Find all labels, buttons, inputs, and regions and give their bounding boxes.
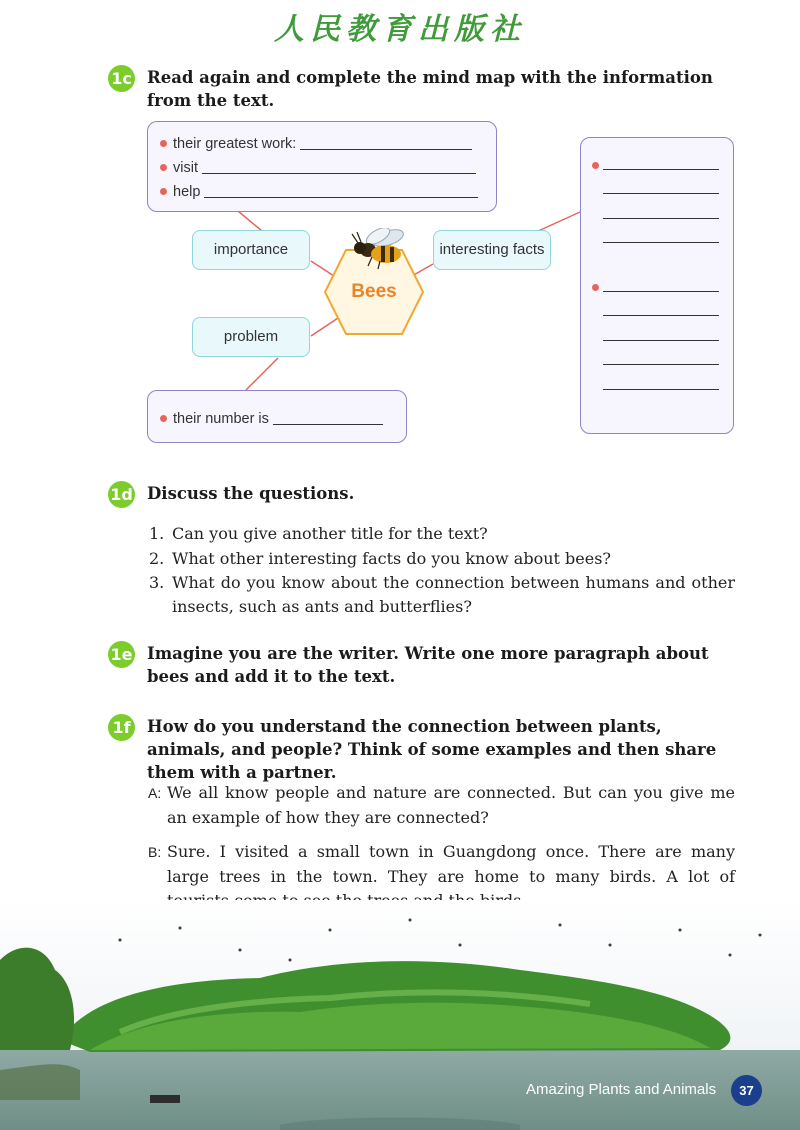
page-number: 37 <box>731 1075 762 1106</box>
importance-item: their greatest work: <box>160 135 472 152</box>
section-badge-1c: 1c <box>108 65 135 92</box>
importance-item: visit <box>160 159 476 176</box>
connector-line <box>238 211 262 231</box>
answer-blank[interactable] <box>603 169 719 170</box>
publisher-logo: 人民教育出版社 <box>274 12 526 47</box>
problem-box <box>147 390 407 443</box>
bullet-dot <box>592 162 599 169</box>
interesting-facts-box <box>580 137 734 434</box>
importance-item: help <box>160 183 478 200</box>
dialogue-line: A: We all know people and nature are connected. But can you give me an example of how they are connected? <box>148 783 735 827</box>
answer-blank[interactable] <box>603 364 719 365</box>
answer-blank[interactable] <box>603 315 719 316</box>
bee-icon <box>348 228 414 270</box>
answer-blank[interactable] <box>273 410 383 425</box>
question-item: 3. What do you know about the connection between humans and other insects, such as ants and butterflies? <box>149 573 735 616</box>
interesting-facts-tag: interesting facts <box>433 230 551 270</box>
connector-line <box>536 212 580 232</box>
answer-blank[interactable] <box>603 389 719 390</box>
instruction-1c: Read again and complete the mind map with the information from the text. <box>147 68 713 110</box>
instruction-1d: Discuss the questions. <box>147 484 355 503</box>
connector-line <box>311 261 334 276</box>
problem-item: their number is <box>160 410 383 427</box>
answer-blank[interactable] <box>603 193 719 194</box>
unit-title: Amazing Plants and Animals <box>526 1081 717 1098</box>
problem-tag: problem <box>192 317 310 357</box>
section-badge-1f: 1f <box>108 714 135 741</box>
importance-tag: importance <box>192 230 310 270</box>
answer-blank[interactable] <box>603 242 719 243</box>
answer-blank[interactable] <box>204 183 478 198</box>
section-badge-1e: 1e <box>108 641 135 668</box>
answer-blank[interactable] <box>202 159 476 174</box>
instruction-1e: Imagine you are the writer. Write one more paragraph about bees and add it to the text. <box>147 644 709 686</box>
answer-blank[interactable] <box>300 135 472 150</box>
bullet-dot <box>592 284 599 291</box>
answer-blank[interactable] <box>603 291 719 292</box>
question-item: 2. What other interesting facts do you know about bees? <box>149 549 611 568</box>
connector-line <box>311 318 338 336</box>
section-badge-1d: 1d <box>108 481 135 508</box>
center-label: Bees <box>351 281 397 302</box>
question-item: 1. Can you give another title for the text? <box>149 524 488 543</box>
answer-blank[interactable] <box>603 218 719 219</box>
connector-line <box>246 358 278 390</box>
instruction-1f: How do you understand the connection between plants, animals, and people? Think of some examples and then share them with a partner. <box>147 717 717 782</box>
dialogue-line: B: Sure. I visited a small town in Guangdong once. There are many large trees in the town. They are home to many birds. A lot of <box>148 842 735 886</box>
answer-blank[interactable] <box>603 340 719 341</box>
importance-box <box>147 121 497 212</box>
